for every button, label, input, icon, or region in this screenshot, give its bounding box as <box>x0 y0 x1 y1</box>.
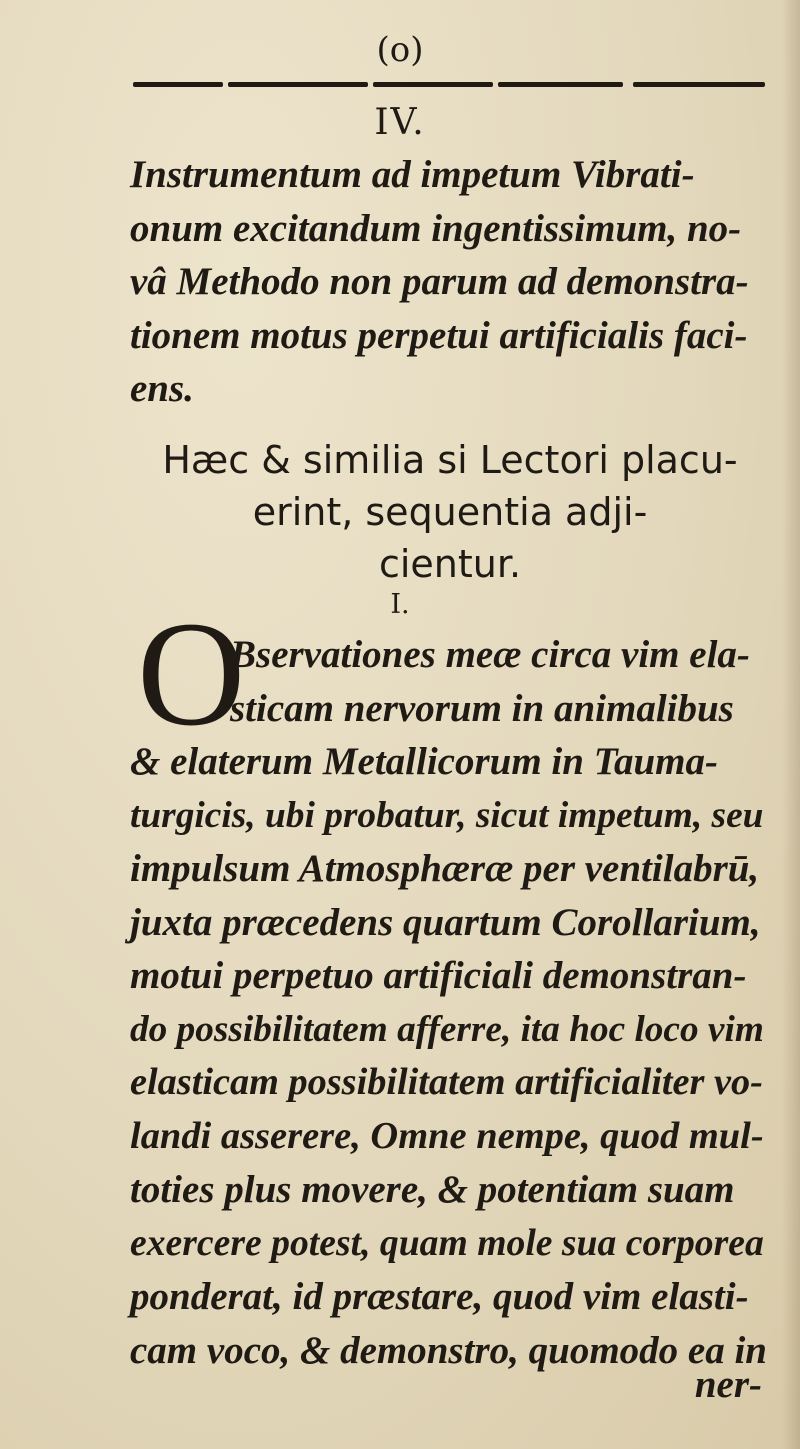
body-line: landi asserere, Omne nempe, quod mul- <box>130 1114 764 1157</box>
body-line: cam voco, & demonstro, quomodo ea in <box>130 1328 767 1372</box>
reader-notice <box>130 434 770 590</box>
heading-line: Instrumentum ad impetum Vibrati- <box>130 153 695 196</box>
section-heading <box>130 148 770 416</box>
notice-line: Hæc & similia si Lectori placu- <box>162 438 738 482</box>
heading-line: ens. <box>130 367 194 410</box>
body-line: toties plus movere, & potentiam suam <box>130 1168 735 1211</box>
body-line: turgicis, ubi probatur, sicut impetum, seu <box>130 794 764 836</box>
body-line: & elaterum Metallicorum in Tauma- <box>130 740 718 783</box>
body-line: juxta præcedens quartum Corollarium, <box>130 900 761 944</box>
notice-line: erint, sequentia adji- <box>252 490 648 534</box>
body-line: impulsum Atmosphæræ per ventilabrū, <box>130 847 760 890</box>
page-number: (o) <box>376 30 424 70</box>
notice-line: cientur. <box>378 542 522 586</box>
body-line: ponderat, id præstare, quod vim elasti- <box>130 1275 749 1318</box>
body-line: sticam nervorum in animalibus <box>230 686 734 730</box>
page-gutter-shadow <box>782 0 800 1449</box>
drop-cap: O <box>137 591 246 757</box>
section-number: IV. <box>374 102 426 143</box>
ornamental-rule <box>133 80 765 89</box>
body-paragraph <box>130 628 770 1377</box>
sub-number: I. <box>390 589 410 620</box>
body-line: elasticam possibilitatem artificialiter vo- <box>130 1061 763 1103</box>
heading-line: onum excitandum ingentissimum, no- <box>130 206 742 250</box>
body-line: Bservationes meæ circa vim ela- <box>230 633 750 676</box>
body-line: exercere potest, quam mole sua corporea <box>130 1221 764 1264</box>
body-line: do possibilitatem afferre, ita hoc loco vim <box>130 1008 764 1050</box>
body-line: motui perpetuo artificiali demonstran- <box>130 954 747 997</box>
heading-line: vâ Methodo non parum ad demonstra- <box>130 260 749 303</box>
catchword: ner- <box>694 1363 762 1406</box>
heading-line: tionem motus perpetui artificialis faci- <box>130 313 748 357</box>
